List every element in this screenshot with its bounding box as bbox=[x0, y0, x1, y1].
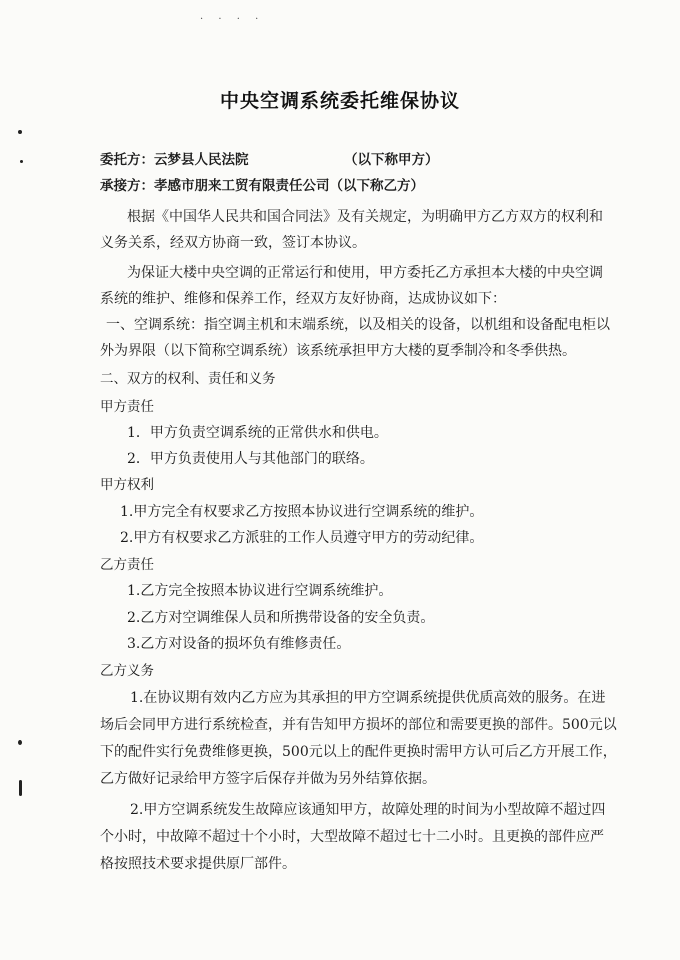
paragraph-line: 义务关系，经双方协商一致，签订本协议。 bbox=[100, 235, 366, 251]
paragraph-line: 场后会同甲方进行系统检查，并有告知甲方损坏的部位和需要更换的部件。500元以 bbox=[100, 717, 617, 733]
list-item: 2.乙方对空调维保人员和所携带设备的安全负责。 bbox=[127, 610, 435, 626]
paragraph-line: 2.甲方空调系统发生故障应该通知甲方，故障处理的时间为小型故障不超过四 bbox=[130, 802, 606, 818]
scan-speck bbox=[19, 780, 22, 796]
client-row bbox=[100, 150, 249, 170]
list-item: 3.乙方对设备的损坏负有维修责任。 bbox=[127, 636, 351, 652]
subsection-heading: 乙方责任 bbox=[100, 557, 154, 573]
paragraph-line: 根据《中国华人民共和国合同法》及有关规定，为明确甲方乙方双方的权利和 bbox=[127, 209, 603, 225]
client-name: 云梦县人民法院 bbox=[154, 152, 249, 168]
client-label: 委托方： bbox=[100, 152, 154, 168]
contractor-label: 承接方： bbox=[100, 178, 154, 194]
list-item: 1.甲方完全有权要求乙方按照本协议进行空调系统的维护。 bbox=[120, 504, 484, 520]
paragraph-line: 一、空调系统：指空调主机和末端系统，以及相关的设备，以机组和设备配电柜以 bbox=[106, 317, 610, 333]
list-item: 2.甲方有权要求乙方派驻的工作人员遵守甲方的劳动纪律。 bbox=[120, 530, 484, 546]
list-item: 1.乙方完全按照本协议进行空调系统维护。 bbox=[127, 583, 393, 599]
subsection-heading: 甲方权利 bbox=[100, 477, 154, 493]
paragraph-line: 系统的维护、维修和保养工作，经双方友好协商，达成协议如下： bbox=[100, 291, 506, 307]
scan-speck bbox=[18, 740, 22, 745]
section-heading: 二、双方的权利、责任和义务 bbox=[100, 371, 276, 387]
paragraph-line: 个小时，中故障不超过十个小时，大型故障不超过七十二小时。且更换的部件应严 bbox=[100, 829, 604, 845]
paragraph-line: 格按照技术要求提供原厂部件。 bbox=[100, 856, 296, 872]
scan-smudge: · · · · bbox=[200, 14, 265, 25]
paragraph-line: 乙方做好记录给甲方签字后保存并做为另外结算依据。 bbox=[100, 771, 436, 787]
contractor-row bbox=[100, 176, 424, 196]
subsection-heading: 乙方义务 bbox=[100, 663, 154, 679]
paragraph-line: 下的配件实行免费维修更换，500元以上的配件更换时需甲方认可后乙方开展工作， bbox=[100, 744, 617, 760]
contractor-name: 孝感市朋来工贸有限责任公司（以下称乙方） bbox=[154, 178, 424, 194]
scan-speck bbox=[20, 160, 23, 163]
paragraph-line: 为保证大楼中央空调的正常运行和使用，甲方委托乙方承担本大楼的中央空调 bbox=[127, 265, 603, 281]
list-item: 1．甲方负责空调系统的正常供水和供电。 bbox=[127, 425, 388, 441]
paragraph-line: 1.在协议期有效内乙方应为其承担的甲方空调系统提供优质高效的服务。在进 bbox=[130, 690, 606, 706]
scan-speck bbox=[18, 130, 22, 134]
document-title: 中央空调系统委托维保协议 bbox=[219, 90, 460, 112]
client-alias: （以下称甲方） bbox=[344, 152, 439, 168]
list-item: 2．甲方负责使用人与其他部门的联络。 bbox=[127, 451, 374, 467]
subsection-heading: 甲方责任 bbox=[100, 399, 154, 415]
paragraph-line: 外为界限（以下简称空调系统）该系统承担甲方大楼的夏季制冷和冬季供热。 bbox=[100, 343, 576, 359]
